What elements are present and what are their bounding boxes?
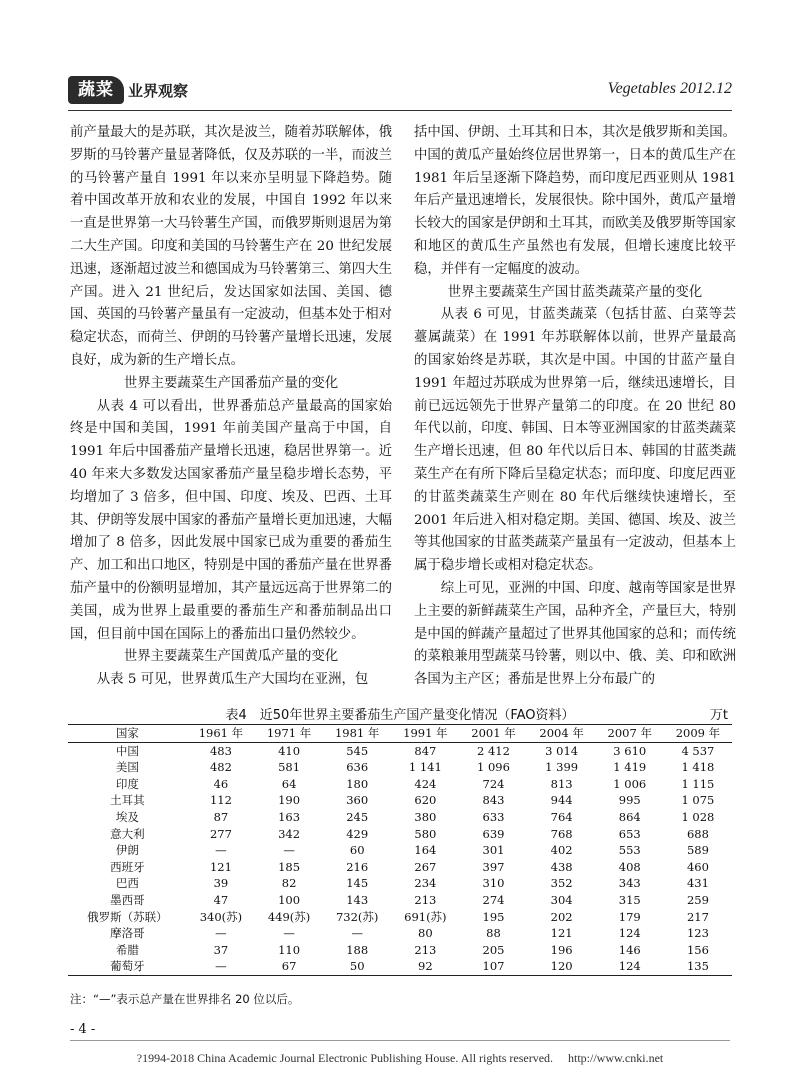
table-row [68, 892, 732, 909]
copyright-notice: ?1994-2018 China Academic Journal Electronic Publishing House. All rights reserved. http://www.cnki.net [136, 1051, 664, 1065]
value-cell: 146 [618, 942, 641, 957]
country-cell: 希腊 [115, 942, 139, 957]
column-header-year: 2004 年 [539, 726, 584, 740]
page-header [68, 74, 732, 108]
value-cell: — [283, 843, 295, 858]
value-cell: 46 [213, 776, 229, 791]
value-cell: 581 [278, 760, 301, 775]
value-cell: 267 [414, 859, 437, 874]
value-cell: 3 610 [613, 743, 647, 758]
value-cell: 190 [278, 793, 301, 808]
value-cell: 636 [346, 760, 369, 775]
value-cell: 277 [209, 826, 232, 841]
value-cell: 589 [686, 843, 709, 858]
value-cell: 764 [550, 809, 573, 824]
table-row [68, 942, 732, 959]
column-header-year: 1981 年 [334, 726, 380, 740]
value-cell: 100 [278, 892, 301, 907]
value-cell: 47 [213, 892, 229, 907]
value-cell: 380 [414, 809, 437, 824]
value-cell: 88 [486, 926, 501, 941]
value-cell: 843 [482, 793, 505, 808]
value-cell: 164 [414, 843, 437, 858]
value-cell: 1 419 [613, 760, 647, 775]
value-cell: 92 [418, 959, 433, 974]
country-cell: 中国 [115, 743, 139, 758]
column-header-year: 2001 年 [471, 726, 516, 740]
table-body [68, 742, 732, 975]
value-cell: 145 [346, 876, 369, 891]
value-cell: 213 [414, 892, 437, 907]
value-cell: 1 115 [681, 776, 715, 791]
value-cell: 304 [550, 892, 573, 907]
value-cell: 482 [209, 760, 232, 775]
value-cell: 342 [278, 826, 301, 841]
value-cell: 864 [618, 809, 641, 824]
value-cell: 107 [482, 959, 505, 974]
value-cell: 460 [686, 859, 709, 874]
value-cell: 196 [550, 942, 573, 957]
value-cell: 124 [618, 959, 641, 974]
value-cell: 315 [618, 892, 641, 907]
value-cell: 1 399 [545, 760, 579, 775]
table-row [68, 925, 732, 942]
value-cell: 310 [482, 876, 505, 891]
column-header-year: 2009 年 [675, 726, 721, 740]
value-cell: 143 [346, 892, 369, 907]
value-cell: 245 [346, 809, 369, 824]
paragraph: 括中国、伊朗、土耳其和日本，其次是俄罗斯和美国。中国的黄瓜产量始终位居世界第一，日本的黄瓜生产在 1981 年后呈逐渐下降趋势，而印度尼西亚则从 1981 年后产量迅速增长，发展很快。除中国外，黄瓜产量增长较大的国家是伊朗和土耳其，而欧美及俄罗斯等国家和地区的黄瓜生产虽然也有发展，但增长速度比较平稳，并伴有一定幅度的波动。 [414, 125, 736, 277]
value-cell: 205 [482, 942, 505, 957]
value-cell: 156 [686, 942, 709, 957]
value-cell: 188 [346, 942, 369, 957]
value-cell: 429 [346, 826, 369, 841]
value-cell: 410 [278, 743, 301, 758]
paragraph: 从表 5 可见，世界黄瓜生产大国均在亚洲，包 [96, 672, 369, 688]
value-cell: 813 [550, 776, 573, 791]
country-cell: 美国 [115, 760, 139, 775]
value-cell: 1 141 [408, 760, 442, 775]
value-cell: 216 [346, 859, 369, 874]
table-row [68, 792, 732, 809]
country-cell: 印度 [115, 776, 139, 791]
paragraph: 前产量最大的是苏联，其次是波兰，随着苏联解体，俄罗斯的马铃薯产量显著降低，仅及苏联的一半，而波兰的马铃薯产量自 1991 年以来亦呈明显下降趋势。随着中国改革开放和农业的发展，中国自 1992 年以来一直是世界第一大马铃薯生产国，而俄罗斯则退居为第二大生产国。印度和美国的马铃薯生产在 20 世纪发展迅速，逐渐超过波兰和德国成为马铃薯第三、第四大生产国。进入 21 世纪后，发达国家如法国、美国、德国、英国的马铃薯产量虽有一定波动，但基本处于相对稳定状态，而荷兰、伊朗的马铃薯产量增长迅速，发展良好，成为新的生产增长点。 [70, 125, 392, 368]
value-cell: 724 [482, 776, 505, 791]
value-cell: 37 [213, 942, 229, 957]
country-cell: 埃及 [115, 809, 139, 824]
value-cell: 195 [482, 909, 505, 924]
table-row [68, 909, 732, 926]
value-cell: 67 [281, 959, 297, 974]
value-cell: 1 075 [681, 793, 715, 808]
right-column [414, 122, 736, 692]
value-cell: 185 [278, 859, 301, 874]
value-cell: 691(苏) [404, 909, 447, 924]
value-cell: 620 [414, 793, 437, 808]
country-cell: 土耳其 [110, 793, 145, 808]
value-cell: 944 [550, 793, 573, 808]
value-cell: 688 [686, 826, 709, 841]
value-cell: 343 [618, 876, 641, 891]
table-row [68, 958, 732, 975]
column-header-country: 国家 [115, 726, 139, 740]
left-column [70, 122, 392, 692]
value-cell: 483 [209, 743, 232, 758]
value-cell: 274 [482, 892, 505, 907]
value-cell: 163 [278, 809, 301, 824]
value-cell: 1 418 [681, 760, 715, 775]
paragraph: 从表 4 可以看出，世界番茄总产量最高的国家始终是中国和美国，1991 年前美国产量高于中国，自 1991 年后中国番茄产量增长迅速，稳居世界第一。近 40 年来大多数发达国家番茄产量呈稳步增长态势，平均增加了 3 倍多，但中国、印度、埃及、巴西、土耳其、伊朗等发展中国家的番茄产量增长更加迅速，大幅增加了 8 倍多，因此发展中国家已成为重要的番茄生产、加工和出口地区，特别是中国的番茄产量在世界番茄产量中的份额明显增加，其产量远远高于世界第二的美国，成为世界上最重要的番茄生产和番茄制品出口国，但目前中国在国际上的番茄出口量仍然较少。 [70, 398, 392, 642]
value-cell: 202 [550, 909, 573, 924]
country-cell: 摩洛哥 [110, 926, 145, 941]
value-cell: 213 [414, 942, 437, 957]
value-cell: 553 [618, 843, 641, 858]
value-cell: 580 [414, 826, 437, 841]
table-note: 注：“—”表示总产量在世界排名 20 位以后。 [70, 992, 300, 1006]
country-cell: 意大利 [110, 826, 145, 841]
value-cell: 50 [349, 959, 365, 974]
value-cell: 633 [482, 809, 505, 824]
value-cell: 340(苏) [199, 909, 243, 924]
value-cell: 82 [281, 876, 297, 891]
country-cell: 俄罗斯（苏联） [87, 909, 168, 924]
value-cell: 234 [414, 876, 437, 891]
value-cell: 4 537 [681, 743, 715, 758]
table-unit: 万t [709, 708, 728, 723]
value-cell: 39 [213, 876, 229, 891]
value-cell: 2 412 [477, 743, 510, 758]
paragraph: 从表 6 可见，甘蓝类蔬菜（包括甘蓝、白菜等芸薹属蔬菜）在 1991 年苏联解体以前，世界产量最高的国家始终是苏联，其次是中国。中国的甘蓝产量自 1991 年超过苏联成为世界第一后，继续迅速增长，目前已远远领先于世界产量第二的印度。在 20 世纪 80 年代以前，印度、韩国、日本等亚洲国家的甘蓝类蔬菜生产增长迅速，但 80 年代以后日本、韩国的甘蓝类蔬菜生产在有所下降后呈稳定状态；而印度、印度尼西亚的甘蓝类蔬菜生产则在 80 年代后继续快速增长，至 2001 年后进入相对稳定期。美国、德国、埃及、波兰等其他国家的甘蓝类蔬菜产量虽有一定波动，但基本上属于稳步增长或相对稳定状态。 [414, 307, 736, 574]
value-cell: 87 [213, 809, 229, 824]
value-cell: 3 014 [545, 743, 579, 758]
value-cell: 847 [414, 743, 437, 758]
country-cell: 墨西哥 [110, 892, 145, 907]
value-cell: 135 [686, 959, 709, 974]
table-row [68, 875, 732, 892]
column-header-year: 1991 年 [403, 726, 448, 740]
country-cell: 西班牙 [110, 859, 145, 874]
table-header-row [68, 725, 732, 743]
value-cell: 397 [482, 859, 505, 874]
header-rule [68, 110, 732, 111]
value-cell: 1 028 [681, 809, 715, 824]
value-cell: 431 [686, 876, 709, 891]
value-cell: 121 [550, 926, 573, 941]
value-cell: 179 [618, 909, 641, 924]
table-row [68, 776, 732, 793]
table-title: 表4 近50年世界主要番茄生产国产量变化情况（FAO资料） [225, 708, 575, 723]
value-cell: 180 [346, 776, 369, 791]
value-cell: — [283, 926, 295, 941]
value-cell: 60 [349, 843, 365, 858]
tomato-production-table [68, 724, 732, 976]
value-cell: 768 [550, 826, 573, 841]
value-cell: 301 [482, 843, 505, 858]
journal-logo: 蔬菜 [68, 76, 124, 104]
value-cell: 1 096 [477, 760, 510, 775]
value-cell: — [215, 926, 227, 941]
value-cell: 1 006 [613, 776, 647, 791]
value-cell: 424 [414, 776, 437, 791]
value-cell: 402 [550, 843, 573, 858]
table-row [68, 842, 732, 859]
value-cell: 259 [686, 892, 709, 907]
value-cell: 438 [550, 859, 573, 874]
paragraph: 综上可见，亚洲的中国、印度、越南等国家是世界上主要的新鲜蔬菜生产国，品种齐全，产量巨大，特别是中国的鲜蔬产量超过了世界其他国家的总和；而传统的菜粮兼用型蔬菜马铃薯，则以中、俄、美、印和欧洲各国为主产区；番茄是世界上分布最广的 [414, 580, 736, 688]
value-cell: 64 [281, 776, 297, 791]
table-row [68, 742, 732, 759]
value-cell: 123 [686, 926, 709, 941]
table-row [68, 859, 732, 876]
value-cell: 408 [618, 859, 641, 874]
value-cell: 112 [209, 793, 232, 808]
value-cell: 653 [618, 826, 641, 841]
value-cell: 80 [418, 926, 433, 941]
value-cell: 121 [209, 859, 232, 874]
column-header-year: 1961 年 [198, 726, 244, 740]
table-row [68, 809, 732, 826]
column-header-year: 1971 年 [266, 726, 312, 740]
value-cell: 120 [550, 959, 573, 974]
value-cell: 217 [686, 909, 709, 924]
subsection-heading: 世界主要蔬菜生产国甘蓝类蔬菜产量的变化 [447, 284, 703, 300]
value-cell: 449(苏) [267, 909, 311, 924]
value-cell: — [215, 959, 227, 974]
value-cell: 639 [482, 826, 505, 841]
subsection-heading: 世界主要蔬菜生产国番茄产量的变化 [123, 375, 339, 391]
value-cell: — [215, 843, 227, 858]
value-cell: 352 [550, 876, 573, 891]
value-cell: — [351, 926, 363, 941]
subsection-heading: 世界主要蔬菜生产国黄瓜产量的变化 [123, 649, 339, 665]
value-cell: 360 [346, 793, 369, 808]
country-cell: 伊朗 [115, 843, 139, 858]
section-title: 业界观察 [128, 82, 189, 100]
page-number: - 4 - [70, 1022, 96, 1037]
value-cell: 545 [346, 743, 369, 758]
table-row [68, 759, 732, 776]
column-header-year: 2007 年 [607, 726, 652, 740]
journal-issue: Vegetables 2012.12 [607, 80, 732, 97]
value-cell: 124 [618, 926, 641, 941]
footer-rule [70, 1040, 730, 1041]
table-row [68, 826, 732, 843]
value-cell: 110 [278, 942, 301, 957]
value-cell: 995 [618, 793, 641, 808]
country-cell: 巴西 [115, 876, 139, 891]
value-cell: 732(苏) [335, 909, 379, 924]
country-cell: 葡萄牙 [110, 959, 145, 974]
